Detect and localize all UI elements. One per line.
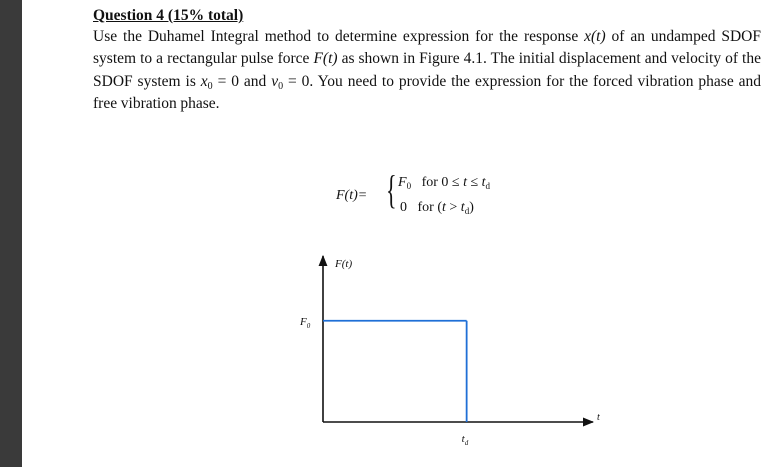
- case2-value: 0: [400, 200, 407, 215]
- equation-case-1: [398, 175, 490, 191]
- para-text-4: = 0. You need to provide the expression for the forced vibration phase and free vibration phase.: [93, 72, 761, 113]
- case2-cond-close: ): [469, 200, 474, 215]
- document-body: [93, 6, 761, 116]
- pulse-force-svg: [280, 250, 600, 460]
- case2-cond-t: t: [442, 200, 446, 215]
- equation-brace: {: [386, 167, 397, 212]
- force-equation: [330, 167, 560, 232]
- para-x-of-t: x(t): [584, 28, 606, 45]
- case1-value: F: [398, 175, 407, 190]
- y-axis-label: F(t): [335, 258, 353, 270]
- y-tick-label: $F_0$: [300, 315, 311, 330]
- left-sidebar-strip: [0, 0, 22, 467]
- y-tick-label-sub: 0: [306, 321, 311, 330]
- x-tick-label: $t_d$: [461, 433, 469, 447]
- x-axis-label: t: [597, 412, 600, 423]
- equation-lhs: F(t)=: [336, 188, 368, 203]
- para-v0-sub: 0: [278, 80, 284, 92]
- case2-cond-text: for (: [417, 200, 442, 215]
- question-title: Question 4 (15% total): [93, 7, 244, 24]
- x-tick-label-sub: d: [464, 439, 469, 447]
- case2-cond-td: t: [460, 200, 465, 215]
- para-x0-eq: = 0 and: [212, 72, 272, 90]
- case1-cond-t: t: [463, 175, 467, 190]
- para-F-of-t: F(t): [313, 50, 338, 68]
- case1-cond-td-sub: d: [485, 181, 491, 191]
- case1-value-sub: 0: [406, 181, 412, 191]
- equation-case-2: [400, 200, 474, 216]
- case1-cond-text: for 0 ≤: [421, 175, 464, 190]
- para-text-2: of an undamped SDOF system to a rectangular pulse force: [93, 28, 761, 68]
- case1-cond-le: ≤: [466, 175, 482, 190]
- para-text-1: Use the Duhamel Integral method to determine expression for the response: [93, 28, 585, 45]
- question-paragraph: [93, 26, 761, 116]
- para-x0-sub: 0: [207, 80, 213, 92]
- pulse-force-chart: [280, 250, 600, 460]
- para-v0-var: v: [271, 72, 279, 90]
- case1-cond-td: t: [481, 175, 486, 190]
- case2-cond-td-sub: d: [464, 206, 470, 216]
- para-text-3: as shown in Figure 4.1. The initial displacement and velocity of the SDOF system is: [93, 50, 761, 90]
- para-x0-var: x: [200, 72, 208, 90]
- case2-cond-gt: >: [445, 200, 461, 215]
